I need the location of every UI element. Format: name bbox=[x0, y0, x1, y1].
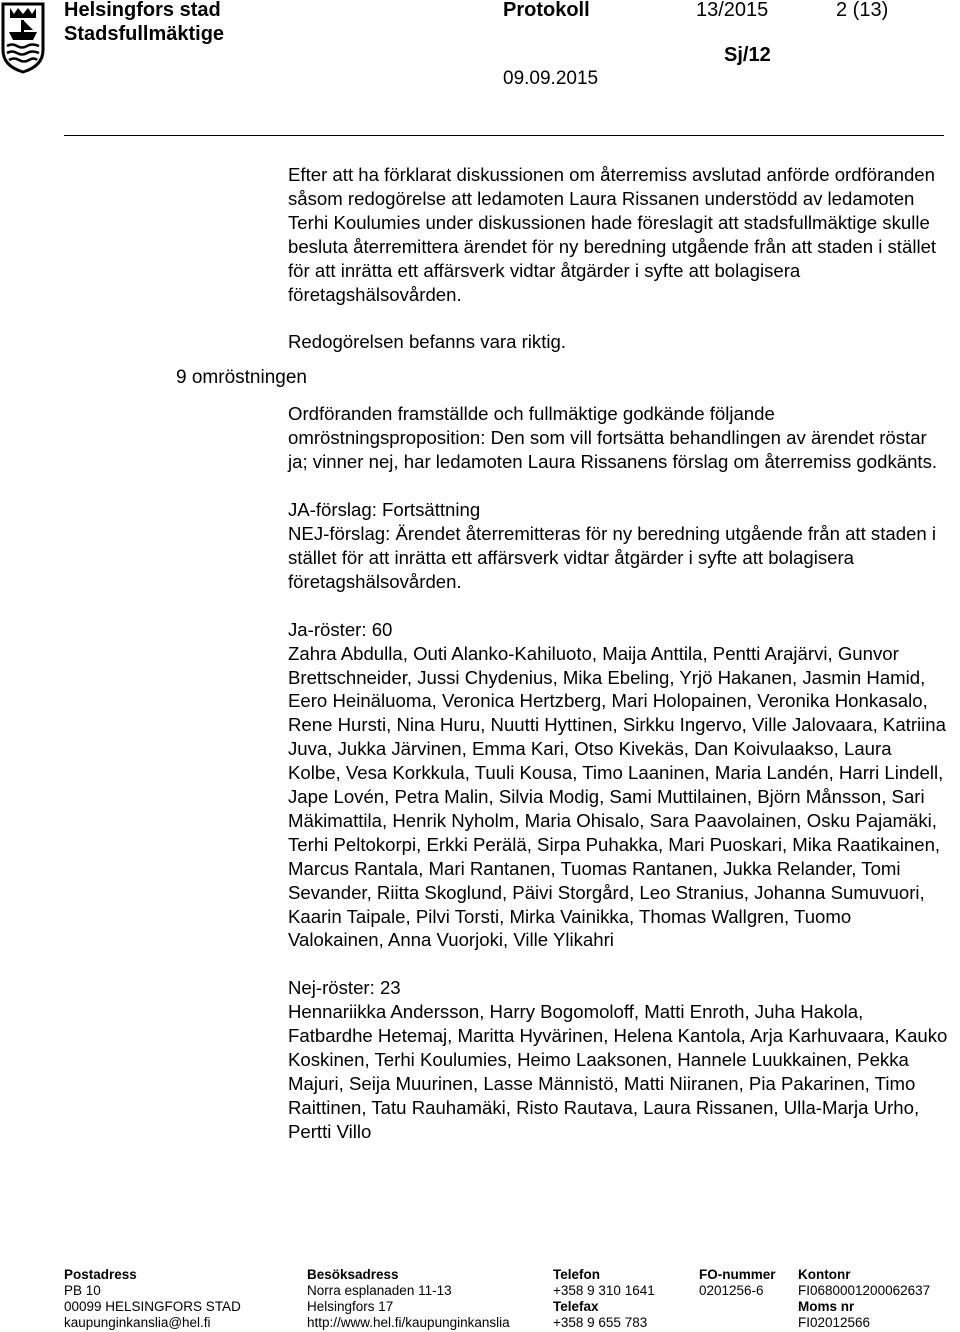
protocol-number: 13/2015 bbox=[696, 0, 769, 21]
paragraph-proposition: Ordföranden framställde och fullmäktige godkände följande omröstningsproposition: Den som vill fortsätta behandlingen av ärendet röstar ja; vinner nej, har ledamoten Laura Rissanens förslag om återremiss godkänts. bbox=[288, 403, 938, 473]
footer-label: Moms nr bbox=[798, 1299, 855, 1314]
footer-value: Helsingfors 17 bbox=[307, 1299, 394, 1314]
meeting-date: 09.09.2015 bbox=[503, 68, 599, 89]
footer-value: 00099 HELSINGFORS STAD bbox=[64, 1299, 241, 1314]
body-name: Stadsfullmäktige bbox=[64, 23, 225, 45]
ja-votes-names: Zahra Abdulla, Outi Alanko-Kahiluoto, Maija Anttila, Pentti Arajärvi, Gunvor Brettschneider, Jussi Chydenius, Mika Ebeling, Yrjö Hakanen, Jasmin Hamid, Eero Heinäluoma, Veronica Hertzberg, Mari Holopainen, Veronika Honkasalo, Rene Hursti, Nina Huru, Nuutti Hyttinen, Sirkku Ingervo, Ville Jalovaara, Katriina Juva, Jukka Järvinen, Emma Kari, Otso Kivekäs, Dan Koivulaakso, Laura Kolbe, Vesa Korkkula, Tuuli Kousa, Timo Laaninen, Maria Landén, Harri Lindell, Jape Lovén, Petra Malin, Silvia Modig, Sami Muttilainen, Björn Månsson, Sari Mäkimattila, Henrik Nyholm, Maria Ohisalo, Sara Paavolainen, Osku Pajamäki, Terhi Peltokorpi, Erkki Perälä, Sirpa Puhakka, Mari Puoskari, Mika Raatikainen, Marcus Rantala, Mari Rantanen, Tuomas Rantanen, Jukka Relander, Tomi Sevander, Riitta Skoglund, Päivi Storgård, Leo Stranius, Johanna Sumuvuori, Kaarin Taipale, Pilvi Torsti, Mirka Vainikka, Thomas Wallgren, Tuomo Valokainen, Anna Vuorjoki, Ville Ylikahri bbox=[288, 642, 946, 951]
footer-email: kaupunginkanslia@hel.fi bbox=[64, 1315, 211, 1330]
nej-votes-title: Nej-röster: 23 bbox=[288, 977, 401, 999]
page-footer bbox=[64, 1267, 944, 1331]
organization-name bbox=[64, 0, 224, 46]
footer-value: 0201256-6 bbox=[699, 1283, 764, 1298]
footer-value: Norra esplanaden 11-13 bbox=[307, 1283, 452, 1298]
footer-label: Kontonr bbox=[798, 1267, 851, 1282]
footer-label: Besöksadress bbox=[307, 1267, 399, 1282]
footer-visiting-address bbox=[307, 1267, 510, 1331]
nej-proposal: NEJ-förslag: Ärendet återremitteras för ny beredning utgående från att staden i stället för att inrätta ett affärsverk vidtar åtgärder i syfte att bolagisera företagshälsovården. bbox=[288, 522, 937, 592]
page-indicator: 2 (13) bbox=[836, 0, 889, 21]
footer-value: FI0680001200062637 bbox=[798, 1283, 931, 1298]
section-heading: 9 omröstningen bbox=[176, 367, 307, 388]
city-name: Helsingfors stad bbox=[64, 0, 221, 21]
section-reference: Sj/12 bbox=[724, 44, 771, 66]
footer-postal-address bbox=[64, 1267, 241, 1331]
footer-label: Postadress bbox=[64, 1267, 137, 1282]
footer-account bbox=[798, 1267, 930, 1331]
ja-proposal: JA-förslag: Fortsättning bbox=[288, 499, 481, 521]
document-type: Protokoll bbox=[503, 0, 590, 21]
paragraph-confirmation: Redogörelsen befanns vara riktig. bbox=[288, 331, 567, 353]
footer-value: +358 9 310 1641 bbox=[553, 1283, 655, 1298]
helsinki-crest-logo bbox=[0, 0, 46, 74]
footer-phone bbox=[553, 1267, 655, 1331]
footer-value: FI02012566 bbox=[798, 1315, 871, 1330]
footer-label: Telefon bbox=[553, 1267, 600, 1282]
footer-value: +358 9 655 783 bbox=[553, 1315, 648, 1330]
footer-website: http://www.hel.fi/kaupunginkanslia bbox=[307, 1315, 510, 1330]
header-divider bbox=[64, 135, 944, 136]
footer-value: PB 10 bbox=[64, 1283, 101, 1298]
footer-business-id bbox=[699, 1267, 776, 1299]
footer-label: FO-nummer bbox=[699, 1267, 776, 1282]
ja-votes-title: Ja-röster: 60 bbox=[288, 618, 393, 640]
nej-votes-names: Hennariikka Andersson, Harry Bogomoloff, Matti Enroth, Juha Hakola, Fatbardhe Hetemaj, Maritta Hyvärinen, Helena Kantola, Arja Karhuvaara, Kauko Koskinen, Terhi Koulumies, Heimo Laaksonen, Hannele Luukkainen, Pekka Majuri, Seija Muurinen, Lasse Männistö, Matti Niiranen, Pia Pakarinen, Timo Raittinen, Tatu Rauhamäki, Risto Rautava, Laura Rissanen, Ulla-Marja Urho, Pertti Villo bbox=[288, 1001, 948, 1142]
paragraph-intro: Efter att ha förklarat diskussionen om återremiss avslutad anförde ordföranden såsom redogörelse att ledamoten Laura Rissanen understödd av ledamoten Terhi Koulumies under diskussionen hade föreslagit att stadsfullmäktige skulle besluta återremittera ärendet för ny beredning utgående från att staden i stället för att inrätta ett affärsverk vidtar åtgärder i syfte att bolagisera företagshälsovården. bbox=[288, 164, 937, 305]
protocol-body bbox=[288, 163, 948, 1144]
footer-label: Telefax bbox=[553, 1299, 599, 1314]
